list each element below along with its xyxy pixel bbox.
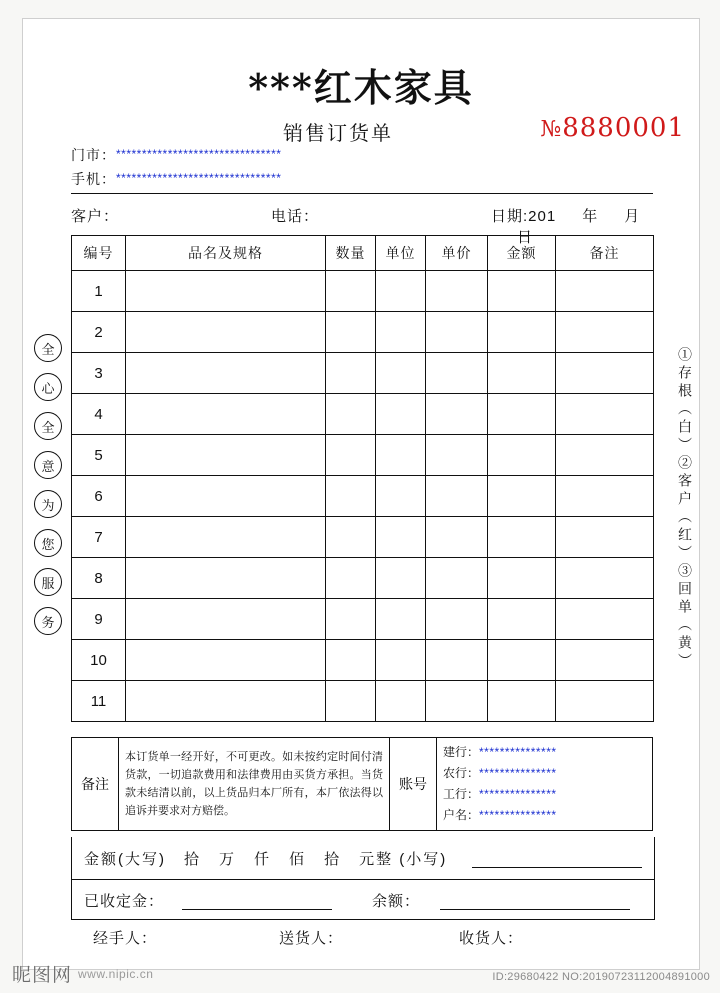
col-header-unit: 单位 [376,236,426,271]
cell-qty[interactable] [326,312,376,353]
account-value: *************** [479,787,557,801]
table-row [72,640,654,681]
col-header-index: 编号 [72,236,126,271]
cell-unit[interactable] [376,271,426,312]
cell-amount[interactable] [488,517,556,558]
cell-note[interactable] [556,271,654,312]
cell-amount[interactable] [488,476,556,517]
order-number-label: № [540,117,563,142]
order-number [540,113,685,143]
cell-price[interactable] [426,353,488,394]
remark-text: 本订货单一经开好，不可更改。如未按约定时间付清货款，一切追款费用和法律费用由买货方承担。当货款未结清以前，以上货品归本厂所有，本厂依法得以追诉并要求对方赔偿。 [119,738,390,831]
balance-input-line[interactable] [440,909,630,910]
cell-price[interactable] [426,312,488,353]
col-header-qty: 数量 [326,236,376,271]
form-subtitle: 销售订货单 [283,121,393,145]
unit-bai: 佰 [289,851,307,868]
cell-name[interactable] [126,558,326,599]
row-index: 4 [72,394,126,435]
receiver-label: 收货人： [459,930,524,947]
cell-amount[interactable] [488,394,556,435]
copy-color-legend: ①存根（白）②客户（红）③回单（黄） [677,347,693,671]
cell-note[interactable] [556,435,654,476]
image-id-line: ID:29680422 NO:20190723112004891000 [492,971,710,983]
cell-price[interactable] [426,640,488,681]
cell-unit[interactable] [376,681,426,722]
account-name: 农行： [443,766,480,780]
phone-label: 手机： [71,171,116,187]
account-name: 工行： [443,787,480,801]
slogan-char: 务 [34,607,62,635]
col-header-note: 备注 [556,236,654,271]
cell-amount[interactable] [488,640,556,681]
table-row [72,599,654,640]
account-value: *************** [479,808,557,822]
cell-unit[interactable] [376,476,426,517]
cell-amount[interactable] [488,599,556,640]
col-header-name: 品名及规格 [126,236,326,271]
customer-row [71,205,653,246]
cell-name[interactable] [126,312,326,353]
unit-qian: 仟 [254,851,272,868]
order-number-value: 8880001 [562,113,685,143]
account-value: *************** [479,766,557,780]
capital-amount-label: 金额(大写) [84,851,166,868]
cell-unit[interactable] [376,353,426,394]
cell-note[interactable] [556,640,654,681]
cell-price[interactable] [426,271,488,312]
cell-qty[interactable] [326,517,376,558]
row-index: 6 [72,476,126,517]
cell-name[interactable] [126,517,326,558]
remark-label: 备注 [72,738,119,831]
cell-qty[interactable] [326,476,376,517]
account-row [443,763,646,784]
table-row [72,312,654,353]
cell-unit[interactable] [376,312,426,353]
date-label: 日期:201 [491,208,557,225]
signature-row [71,927,653,953]
row-index: 7 [72,517,126,558]
account-row [443,784,646,805]
items-table [71,235,654,722]
unit-shi-1: 拾 [184,851,202,868]
cell-name[interactable] [126,681,326,722]
watermark [12,960,153,987]
cell-qty[interactable] [326,640,376,681]
cell-qty[interactable] [326,681,376,722]
slogan-char: 全 [34,412,62,440]
account-row [443,805,646,826]
order-form-sheet [22,18,700,970]
unit-wan: 万 [219,851,237,868]
cell-price[interactable] [426,435,488,476]
slogan-char: 心 [34,373,62,401]
balance-label: 余额： [372,893,421,910]
cell-note[interactable] [556,558,654,599]
paid-input-line[interactable] [182,909,332,910]
cell-amount[interactable] [488,558,556,599]
table-row [72,681,654,722]
cell-price[interactable] [426,476,488,517]
deliverer-label: 送货人： [279,930,344,947]
account-list [437,738,653,831]
table-row [72,476,654,517]
remark-account-block [71,737,653,831]
phone-line [71,169,671,189]
table-row [72,435,654,476]
table-row [72,394,654,435]
date-year: 年 [582,208,599,225]
cell-price[interactable] [426,517,488,558]
table-row [72,271,654,312]
store-label: 门市： [71,147,116,163]
cell-name[interactable] [126,435,326,476]
cell-unit[interactable] [376,599,426,640]
table-row [72,517,654,558]
cell-price[interactable] [426,558,488,599]
cell-amount[interactable] [488,271,556,312]
cell-name[interactable] [126,640,326,681]
slogan-char: 全 [34,334,62,362]
cell-name[interactable] [126,394,326,435]
cell-note[interactable] [556,517,654,558]
cell-name[interactable] [126,476,326,517]
date-day: 日 [517,229,534,246]
cell-note[interactable] [556,312,654,353]
cell-note[interactable] [556,599,654,640]
cell-name[interactable] [126,599,326,640]
cell-unit[interactable] [376,558,426,599]
table-row [72,353,654,394]
customer-label: 客户： [71,208,120,225]
cell-price[interactable] [426,681,488,722]
account-label: 账号 [390,738,437,831]
cell-name[interactable] [126,353,326,394]
cell-amount[interactable] [488,681,556,722]
row-index: 11 [72,681,126,722]
slogan-char: 服 [34,568,62,596]
paid-balance-row [71,879,655,920]
small-amount-input-line[interactable] [472,867,642,868]
unit-shi-2: 拾 [324,851,342,868]
cell-qty[interactable] [326,271,376,312]
cell-qty[interactable] [326,435,376,476]
row-index: 2 [72,312,126,353]
cell-qty[interactable] [326,394,376,435]
cell-unit[interactable] [376,640,426,681]
cell-qty[interactable] [326,599,376,640]
date-month: 月 [624,208,641,225]
row-index: 8 [72,558,126,599]
cell-price[interactable] [426,394,488,435]
left-slogan-column [31,334,65,635]
col-header-amount: 金额 [488,236,556,271]
cell-qty[interactable] [326,353,376,394]
capital-amount-text [84,848,447,869]
cell-amount[interactable] [488,435,556,476]
slogan-char: 意 [34,451,62,479]
cell-qty[interactable] [326,558,376,599]
cell-amount[interactable] [488,312,556,353]
account-name: 户名： [443,808,480,822]
slogan-char: 您 [34,529,62,557]
account-value: *************** [479,745,557,759]
handler-label: 经手人： [93,930,158,947]
cell-unit[interactable] [376,394,426,435]
paid-label: 已收定金： [84,893,165,910]
slogan-char: 为 [34,490,62,518]
store-value: ******************************** [116,147,282,161]
table-header-row [72,236,654,271]
cell-unit[interactable] [376,517,426,558]
col-header-price: 单价 [426,236,488,271]
row-index: 3 [72,353,126,394]
row-index: 5 [72,435,126,476]
store-line [71,145,671,165]
row-index: 9 [72,599,126,640]
cell-note[interactable] [556,353,654,394]
tel-label: 电话： [271,208,320,225]
cell-amount[interactable] [488,353,556,394]
row-index: 10 [72,640,126,681]
phone-value: ******************************** [116,171,282,185]
cell-note[interactable] [556,476,654,517]
account-row [443,742,646,763]
header-divider [71,193,653,194]
capital-amount-row [71,837,655,880]
cell-unit[interactable] [376,435,426,476]
watermark-brand: 昵图网 [12,964,73,986]
cell-name[interactable] [126,271,326,312]
cell-note[interactable] [556,681,654,722]
amount-tail-label: 元整 (小写) [359,851,448,868]
account-name: 建行： [443,745,480,759]
table-row [72,558,654,599]
watermark-url: www.nipic.cn [78,966,154,981]
items-table-body [72,271,654,722]
page-title: ***红木家具 [248,65,474,110]
row-index: 1 [72,271,126,312]
store-contact-block [71,145,671,193]
cell-note[interactable] [556,394,654,435]
cell-price[interactable] [426,599,488,640]
